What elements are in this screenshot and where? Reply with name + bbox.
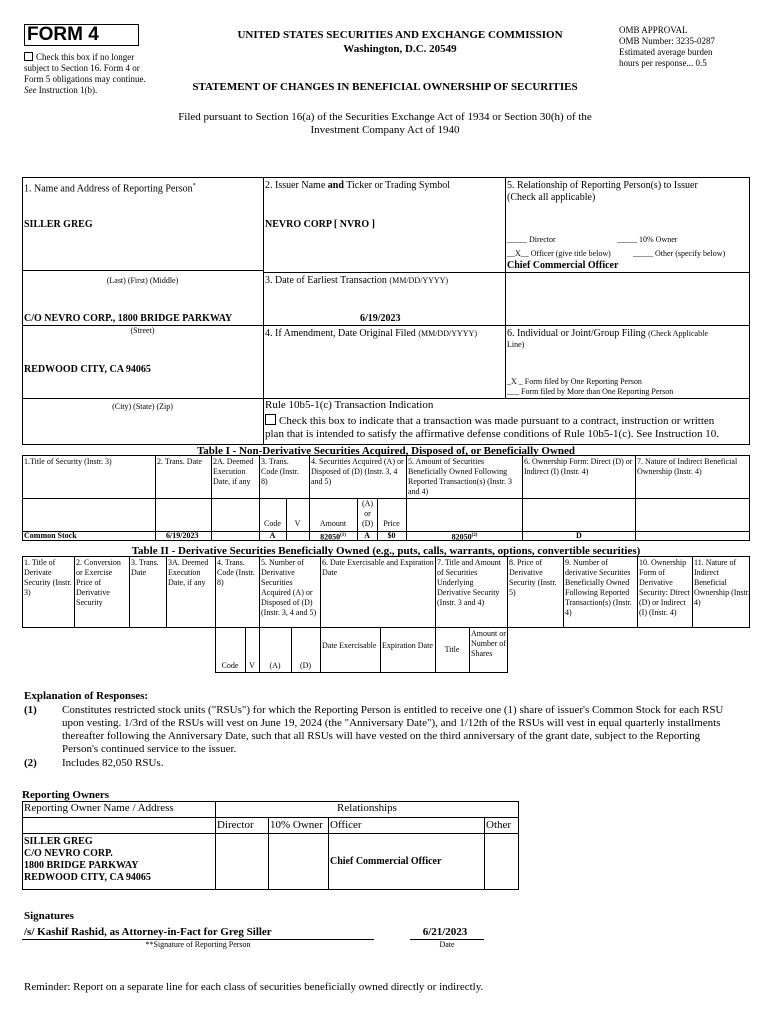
owners-col-officer: Officer — [330, 819, 362, 831]
t1-h-trans-code: 3. Trans. Code (Instr. 8) — [261, 457, 299, 486]
rule-10b5-checkbox[interactable] — [265, 414, 276, 425]
t1-row-code: A — [269, 531, 276, 540]
t1-sub-amount: Amount — [319, 519, 347, 528]
reporting-person-name: SILLER GREG — [24, 219, 93, 230]
relationship-director: _____ Director — [507, 235, 556, 244]
omb-approval: OMB APPROVAL OMB Number: 3235-0287 Estimated average burden hours per response... 0.5 — [619, 25, 715, 68]
t1-h-amount-owned: 5. Amount of Securities Beneficially Owned Following Reported Transaction(s) (Instr. 3 and 4) — [408, 457, 512, 496]
relationship-10-owner: _____ 10% Owner — [617, 235, 678, 244]
no-longer-subject-note: Check this box if no longer subject to Section 16. Form 4 or Form 5 obligations may continue. See Instruction 1(b). — [24, 52, 146, 95]
filing-multiple-persons: ___ Form filed by More than One Reporting Person — [507, 387, 674, 396]
t2-sub-a: (A) — [269, 661, 281, 670]
signature-date: 6/21/2023 — [422, 926, 468, 938]
reporting-person-street: C/O NEVRO CORP., 1800 BRIDGE PARKWAY — [24, 313, 233, 324]
t2-sub-v: V — [249, 661, 255, 670]
t2-h-underlying: 7. Title and Amount of Securities Underlying Derivative Security (Instr. 3 and 4) — [437, 558, 502, 607]
t1-h-securities: 4. Securities Acquired (A) or Disposed of (D) (Instr. 3, 4 and 5) — [311, 457, 404, 486]
t1-row-a-or-d: A — [364, 531, 370, 540]
rule-10b5-text: Check this box to indicate that a transaction was made pursuant to a contract, instruction or written plan that is intended to satisfy the affirmative defense conditions of Rule 10b5-1(c). See Instruction 10. — [265, 415, 720, 440]
t2-sub-d: (D) — [299, 661, 312, 670]
box5-label: 5. Relationship of Reporting Person(s) to Issuer (Check all applicable) — [507, 180, 698, 203]
t2-sub-expiration: Expiration Date — [382, 641, 433, 650]
t1-row-price: $0 — [387, 531, 396, 540]
commission-location: Washington, D.C. 20549 — [343, 43, 457, 55]
box2-label: 2. Issuer Name and Ticker or Trading Symbol — [265, 180, 451, 191]
footnote-1-text: Constitutes restricted stock units ("RSUs") for which the Reporting Person is entitled to receive one (1) share of issuer's Common Stock for each RSU upon vesting. 1/3rd of the RSUs will vest on June 19, 2024 (the "Anniversary Date"), and 1/12th of the RSUs will vest in equal quarterly installments thereafter following the Anniversary Date, such that all RSUs will have vested on the third anniversary of the grant date, subject to the Reporting Person's continued service to the issuer. — [62, 704, 724, 755]
t1-row-form: D — [576, 531, 582, 540]
t2-sub-code: Code — [221, 661, 239, 670]
t2-h-deemed-date: 3A. Deemed Execution Date, if any — [168, 558, 209, 587]
t2-h-number-derivative: 5. Number of Derivative Securities Acquired (A) or Disposed of (D) (Instr. 3, 4 and 5) — [261, 558, 317, 617]
officer-title: Chief Commercial Officer — [507, 260, 619, 271]
t2-h-trans-date: 3. Trans. Date — [131, 558, 159, 577]
t1-sub-v: V — [294, 519, 301, 528]
signature-date-label: Date — [439, 940, 455, 949]
t1-sub-a-or-d: (A) or (D) — [361, 499, 374, 528]
t1-h-ownership-form: 6. Ownership Form: Direct (D) or Indirect (I) (Instr. 4) — [524, 457, 633, 476]
owners-col-other: Other — [486, 819, 512, 831]
form-label: FORM 4 — [27, 24, 99, 45]
box1-label: 1. Name and Address of Reporting Person* — [24, 183, 196, 195]
t1-row-owned-footnote: (2) — [471, 533, 478, 538]
owners-col-name: Reporting Owner Name / Address — [24, 802, 174, 814]
table1-title: Table I - Non-Derivative Securities Acquired, Disposed of, or Beneficially Owned — [196, 445, 576, 457]
table2-title: Table II - Derivative Securities Beneficially Owned (e.g., puts, calls, warrants, options, convertible securities) — [131, 545, 641, 557]
owner-officer-title: Chief Commercial Officer — [330, 856, 442, 867]
footnote-2-text: Includes 82,050 RSUs. — [62, 757, 164, 769]
name-parts-label: (Last) (First) (Middle) — [106, 276, 179, 285]
t2-sub-amount: Amount or Number of Shares — [471, 629, 506, 658]
owners-col-10-owner: 10% Owner — [270, 819, 323, 831]
t1-row-amount: 82050$^{(1)}$ — [320, 532, 346, 542]
reporting-owners-title: Reporting Owners — [22, 789, 110, 801]
owners-col-director: Director — [217, 819, 254, 831]
t1-row-title: Common Stock — [24, 531, 77, 540]
t1-h-title: 1.Title of Security (Instr. 3) — [24, 457, 112, 466]
t2-h-nature: 11. Nature of Indirect Beneficial Ownership (Instr. 4) — [694, 558, 750, 607]
footnote-1-number: (1) — [24, 704, 37, 716]
t2-sub-title: Title — [444, 645, 460, 654]
t1-row-date: 6/19/2023 — [166, 531, 199, 540]
owner-name-address: SILLER GREG C/O NEVRO CORP. 1800 BRIDGE PARKWAY REDWOOD CITY, CA 94065 — [24, 836, 151, 883]
street-label: (Street) — [130, 326, 155, 335]
t2-h-title: 1. Title of Derivate Security (Instr. 3) — [24, 558, 72, 597]
reporting-person-city: REDWOOD CITY, CA 94065 — [24, 364, 151, 375]
t2-sub-date-exercisable: Date Exercisable — [322, 641, 377, 650]
t1-sub-code: Code — [264, 519, 281, 528]
box6-label: 6. Individual or Joint/Group Filing (Check Applicable Line) — [507, 328, 708, 349]
t1-sub-price: Price — [383, 519, 400, 528]
t1-row-owned: 82050$^{(2)}$ — [451, 532, 478, 542]
signer-name: /s/ Kashif Rashid, as Attorney-in-Fact for Greg Siller — [24, 926, 272, 938]
t2-h-exercisable: 6. Date Exercisable and Expiration Date — [322, 558, 434, 577]
t1-h-deemed-date: 2A. Deemed Execution Date, if any — [213, 457, 254, 486]
signature-label: **Signature of Reporting Person — [145, 940, 251, 949]
t1-row-amount-footnote: (1) — [340, 533, 346, 538]
t1-h-nature: 7. Nature of Indirect Beneficial Ownership (Instr. 4) — [637, 457, 738, 476]
box4-label: 4. If Amendment, Date Original Filed (MM/DD/YYYY) — [265, 328, 477, 339]
t2-h-conversion: 2. Conversion or Exercise Price of Derivative Security — [76, 558, 121, 607]
box3-label: 3. Date of Earliest Transaction (MM/DD/YYYY) — [265, 275, 449, 286]
owners-col-relationships: Relationships — [337, 802, 397, 814]
t2-h-ownership-form: 10. Ownership Form of Derivative Security: Direct (D) or Indirect (I) (Instr. 4) — [639, 558, 690, 617]
filing-one-person: _X _ Form filed by One Reporting Person — [507, 377, 642, 386]
relationship-officer: __X__ Officer (give title below) — [507, 249, 611, 258]
filed-pursuant-text: Filed pursuant to Section 16(a) of the Securities Exchange Act of 1934 or Section 30(h) of the Investment Company Act of 1940 — [178, 111, 592, 136]
explanation-title: Explanation of Responses: — [24, 690, 149, 702]
relationship-other: _____ Other (specify below) — [633, 249, 726, 258]
statement-title: STATEMENT OF CHANGES IN BENEFICIAL OWNERSHIP OF SECURITIES — [192, 81, 578, 93]
signatures-title: Signatures — [24, 910, 74, 922]
issuer-name: NEVRO CORP [ NVRO ] — [265, 219, 375, 230]
reminder-text: Reminder: Report on a separate line for each class of securities beneficially owned directly or indirectly. — [24, 981, 484, 993]
earliest-transaction-date: 6/19/2023 — [360, 313, 401, 324]
t2-h-price: 8. Price of Derivative Security (Instr. 5) — [509, 558, 557, 597]
t2-h-number-owned: 9. Number of derivative Securities Beneficially Owned Following Reported Transaction(s) (Instr. 4) — [565, 558, 632, 617]
t1-h-trans-date: 2. Trans. Date — [157, 457, 202, 466]
commission-name: UNITED STATES SECURITIES AND EXCHANGE COMMISSION — [237, 29, 563, 41]
t2-h-trans-code: 4. Trans. Code (Instr. 8) — [217, 558, 255, 587]
city-state-zip-label: (City) (State) (Zip) — [112, 402, 173, 411]
rule-10b5-title: Rule 10b5-1(c) Transaction Indication — [265, 399, 434, 411]
no-longer-subject-checkbox[interactable] — [24, 52, 33, 61]
footnote-2-number: (2) — [24, 757, 37, 769]
